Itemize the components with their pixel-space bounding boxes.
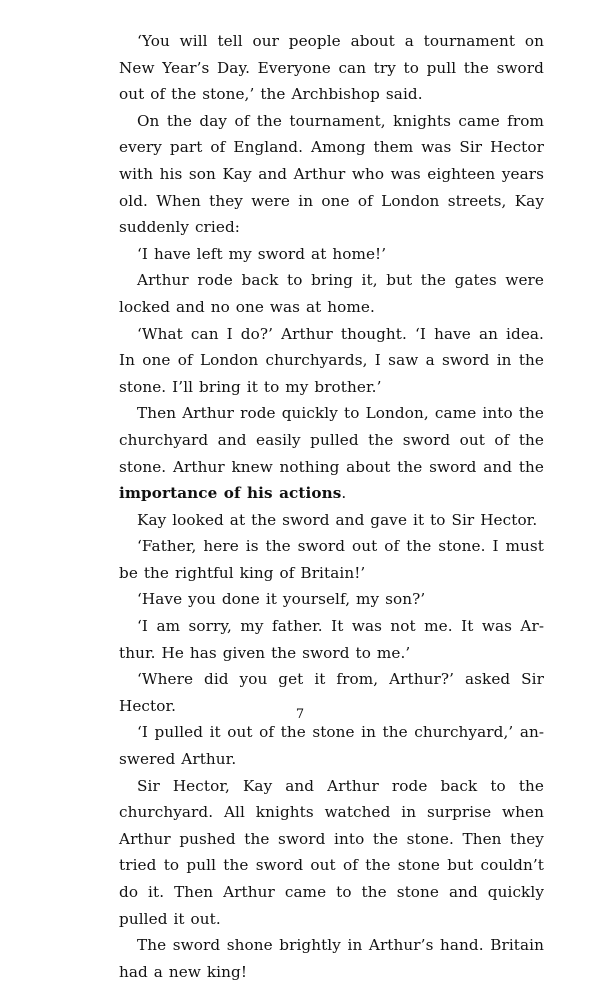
paragraph: ‘Have you done it yourself, my son?’ (137, 590, 426, 609)
paragraph: ‘I am sorry, my father. It was not me. It was Arthur. He has given the sword to me.’ (119, 617, 544, 662)
paragraph: Sir Hector, Kay and Arthur rode back to the churchyard. All knights watched in surprise when Arthur pushed the sword into the stone. Then they tried to pull the sword out of the stone but couldn’t do it. Then Arthur came to the stone and quickly pulled it out. (119, 776, 544, 928)
paragraph: On the day of the tournament, knights came from every part of England. Among them was Sir Hector with his son Kay and Arthur who was eighteen years old. When they were in one of London streets, Kay suddenly cried: (119, 111, 544, 237)
page-number: 7 (295, 707, 305, 722)
paragraph: ‘Father, here is the sword out of the stone. I must be the rightful king of Britain!’ (119, 537, 544, 582)
paragraph: ‘You will tell our people about a tournament on New Year’s Day. Everyone can try to pull the sword out of the stone,’ the Archbishop said. (119, 32, 544, 104)
paragraph: ‘I have left my sword at home!’ (137, 244, 387, 263)
paragraph: Kay looked at the sword and gave it to Sir Hector. (137, 510, 538, 529)
paragraph: ‘Where did you get it from, Arthur?’ asked Sir Hector. (119, 670, 544, 715)
paragraph-with-bold (119, 400, 544, 506)
paragraph: The sword shone brightly in Arthur’s hand. Britain had a new king! (119, 936, 544, 981)
paragraph: Arthur rode back to bring it, but the gates were locked and no one was at home. (119, 271, 544, 316)
paragraph: ‘What can I do?’ Arthur thought. ‘I have an idea. In one of London churchyards, I saw a sword in the stone. I’ll bring it to my brother.’ (119, 324, 544, 396)
paragraph-text: Then Arthur rode quickly to London, came into the churchyard and easily pulled the sword out of the stone. Arthur knew nothing about the sword and the (119, 404, 544, 476)
paragraph-end: . (341, 484, 347, 503)
bold-phrase: importance of his actions (119, 484, 342, 503)
page-text (119, 28, 544, 985)
paragraph: ‘I pulled it out of the stone in the churchyard,’ answered Arthur. (119, 723, 544, 769)
